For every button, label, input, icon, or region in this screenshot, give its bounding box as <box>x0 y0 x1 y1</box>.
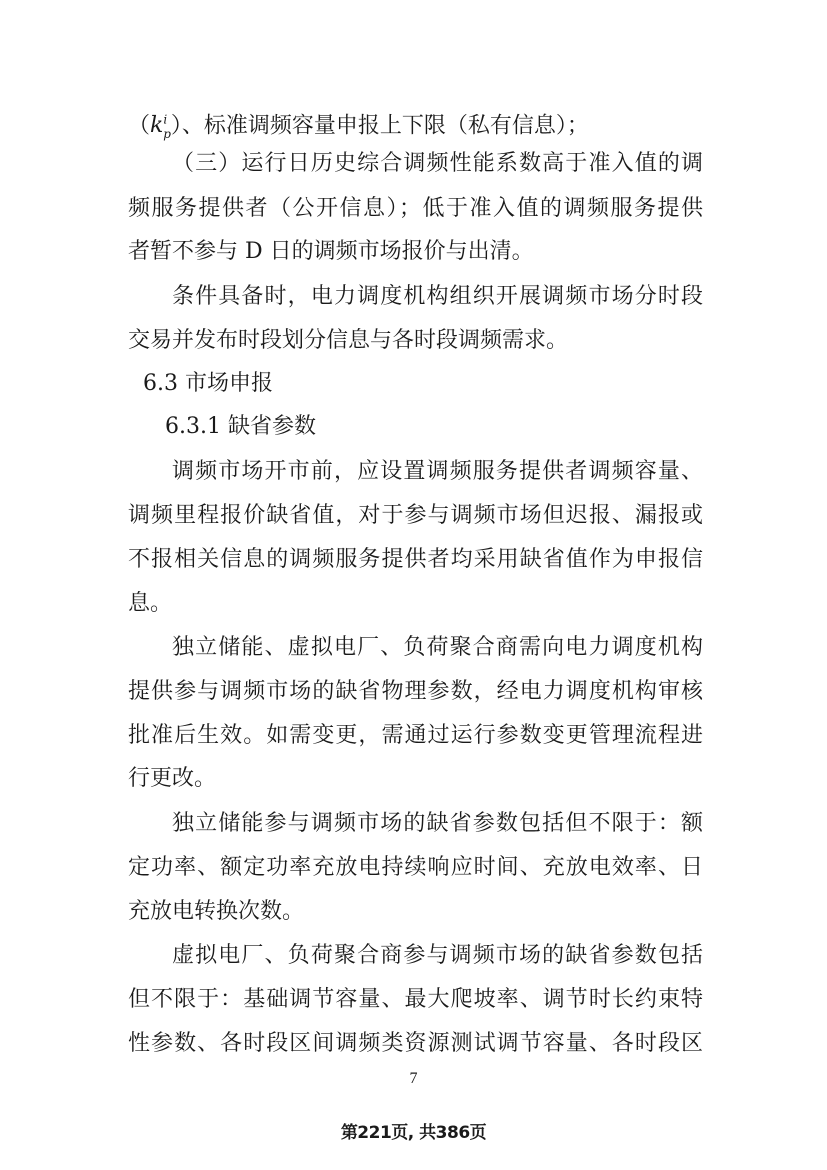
paragraph-line: 调频市场开市前，应设置调频服务提供者调频容量、 <box>172 459 703 484</box>
paragraph-line: 不报相关信息的调频服务提供者均采用缺省值作为申报信 <box>128 547 703 572</box>
page-footer: 第221页, 共386页 <box>340 1123 487 1143</box>
page-number: 7 <box>409 1070 418 1087</box>
paragraph-line: 频服务提供者（公开信息）；低于准入值的调频服务提供 <box>128 196 703 221</box>
paragraph-line: 交易并发布时段划分信息与各时段调频需求。 <box>128 328 569 353</box>
paragraph-line: 条件具备时，电力调度机构组织开展调频市场分时段 <box>172 284 703 309</box>
paragraph-line: 者暂不参与 D 日的调频市场报价与出清。 <box>128 239 534 264</box>
paragraph-line: 调频里程报价缺省值，对于参与调频市场但迟报、漏报或 <box>128 503 703 528</box>
paragraph-line: 行更改。 <box>128 766 217 791</box>
paragraph-line: （三）运行日历史综合调频性能系数高于准入值的调 <box>172 151 703 176</box>
section-heading: 6.3 市场申报 <box>143 371 273 396</box>
paragraph-line: 独立储能参与调频市场的缺省参数包括但不限于：额 <box>172 811 703 836</box>
paragraph-line: 但不限于：基础调节容量、最大爬坡率、调节时长约束特 <box>128 987 703 1012</box>
paragraph-line: $(k^i_p)$、标准调频容量申报上下限（私有信息）； <box>128 113 589 141</box>
paragraph-line: 定功率、额定功率充放电持续响应时间、充放电效率、日 <box>128 855 703 880</box>
paragraph-line: 充放电转换次数。 <box>128 899 305 924</box>
paragraph-line: 批准后生效。如需变更，需通过运行参数变更管理流程进 <box>128 723 703 748</box>
paragraph-line: 提供参与调频市场的缺省物理参数，经电力调度机构审核 <box>128 679 703 704</box>
subsection-heading: 6.3.1 缺省参数 <box>165 414 316 439</box>
paragraph-line: 性参数、各时段区间调频类资源测试调节容量、各时段区 <box>128 1031 703 1056</box>
paragraph-line: 虚拟电厂、负荷聚合商参与调频市场的缺省参数包括 <box>172 943 703 968</box>
math-k-p-i: $k^i_p$ <box>150 113 171 141</box>
paragraph-line: 独立储能、虚拟电厂、负荷聚合商需向电力调度机构 <box>172 635 703 660</box>
paragraph-line: 息。 <box>128 591 173 616</box>
